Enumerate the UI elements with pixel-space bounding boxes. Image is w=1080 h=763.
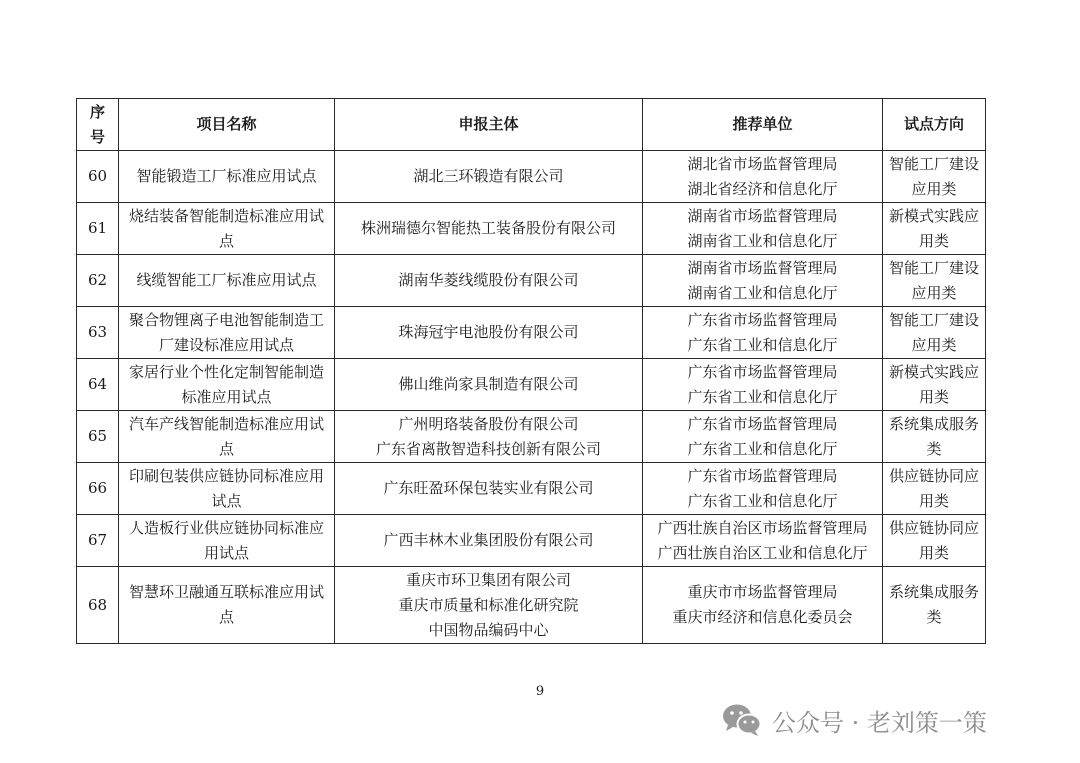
pilot-projects-table bbox=[76, 98, 986, 644]
recommender-line: 广东省工业和信息化厅 bbox=[687, 491, 838, 510]
row-applicant bbox=[335, 359, 643, 411]
row-project-name: 烧结装备智能制造标准应用试点 bbox=[119, 203, 335, 255]
row-recommender bbox=[643, 411, 883, 463]
recommender-line: 湖南省市场监督管理局 bbox=[687, 258, 838, 277]
header-project-name: 项目名称 bbox=[119, 99, 335, 151]
row-applicant bbox=[335, 515, 643, 567]
row-direction: 系统集成服务类 bbox=[883, 411, 986, 463]
row-project-name: 智慧环卫融通互联标准应用试点 bbox=[119, 567, 335, 644]
row-recommender bbox=[643, 359, 883, 411]
row-seq: 68 bbox=[77, 567, 119, 644]
row-direction: 智能工厂建设应用类 bbox=[883, 307, 986, 359]
applicant-line: 湖北三环锻造有限公司 bbox=[413, 167, 564, 185]
wechat-icon bbox=[722, 703, 762, 737]
row-direction: 供应链协同应用类 bbox=[883, 463, 986, 515]
recommender-line: 广西壮族自治区市场监督管理局 bbox=[657, 518, 868, 537]
row-project-name: 线缆智能工厂标准应用试点 bbox=[119, 255, 335, 307]
recommender-line: 广东省市场监督管理局 bbox=[687, 362, 838, 381]
row-seq: 60 bbox=[77, 151, 119, 203]
applicant-line: 珠海冠宇电池股份有限公司 bbox=[398, 323, 579, 341]
row-direction: 智能工厂建设应用类 bbox=[883, 151, 986, 203]
page-number: 9 bbox=[535, 684, 545, 699]
applicant-line: 湖南华菱线缆股份有限公司 bbox=[398, 271, 579, 289]
applicant-line: 广西丰林木业集团股份有限公司 bbox=[383, 531, 594, 549]
row-direction: 系统集成服务类 bbox=[883, 567, 986, 644]
table-row bbox=[77, 515, 986, 567]
row-seq: 67 bbox=[77, 515, 119, 567]
row-applicant bbox=[335, 411, 643, 463]
recommender-line: 湖北省市场监督管理局 bbox=[687, 154, 838, 173]
table-row bbox=[77, 463, 986, 515]
row-direction: 新模式实践应用类 bbox=[883, 359, 986, 411]
recommender-line: 广东省工业和信息化厅 bbox=[687, 439, 838, 458]
table-header-row bbox=[77, 99, 986, 151]
row-applicant bbox=[335, 307, 643, 359]
row-seq: 65 bbox=[77, 411, 119, 463]
applicant-line: 重庆市环卫集团有限公司 bbox=[405, 570, 571, 589]
row-seq: 66 bbox=[77, 463, 119, 515]
recommender-line: 广东省工业和信息化厅 bbox=[687, 335, 838, 354]
applicant-line: 广东旺盈环保包装实业有限公司 bbox=[383, 479, 594, 497]
table-body bbox=[77, 151, 986, 644]
table-row bbox=[77, 203, 986, 255]
header-seq-label: 序号 bbox=[89, 102, 105, 146]
row-direction: 智能工厂建设应用类 bbox=[883, 255, 986, 307]
recommender-line: 湖南省市场监督管理局 bbox=[687, 206, 838, 225]
row-recommender bbox=[643, 203, 883, 255]
recommender-line: 重庆市市场监督管理局 bbox=[687, 583, 838, 601]
header-recommender: 推荐单位 bbox=[643, 99, 883, 151]
table-row bbox=[77, 411, 986, 463]
applicant-line: 佛山维尚家具制造有限公司 bbox=[398, 375, 579, 393]
row-recommender bbox=[643, 463, 883, 515]
recommender-line: 重庆市经济和信息化委员会 bbox=[672, 608, 853, 626]
row-applicant bbox=[335, 203, 643, 255]
row-applicant bbox=[335, 151, 643, 203]
recommender-line: 广东省工业和信息化厅 bbox=[687, 387, 838, 406]
applicant-line: 重庆市质量和标准化研究院 bbox=[398, 595, 579, 614]
row-seq: 62 bbox=[77, 255, 119, 307]
row-seq: 63 bbox=[77, 307, 119, 359]
recommender-line: 广西壮族自治区工业和信息化厅 bbox=[657, 543, 868, 562]
watermark-text: 公众号 · 老刘策一策 bbox=[772, 708, 987, 737]
header-direction: 试点方向 bbox=[883, 99, 986, 151]
row-recommender bbox=[643, 307, 883, 359]
applicant-line: 广东省离散智造科技创新有限公司 bbox=[375, 439, 601, 458]
table-row bbox=[77, 567, 986, 644]
recommender-line: 广东省市场监督管理局 bbox=[687, 310, 838, 329]
header-applicant: 申报主体 bbox=[335, 99, 643, 151]
row-seq: 61 bbox=[77, 203, 119, 255]
applicant-line: 中国物品编码中心 bbox=[428, 620, 549, 639]
row-project-name: 家居行业个性化定制智能制造标准应用试点 bbox=[119, 359, 335, 411]
table-row bbox=[77, 359, 986, 411]
row-project-name: 智能锻造工厂标准应用试点 bbox=[119, 151, 335, 203]
applicant-line: 广州明珞装备股份有限公司 bbox=[398, 414, 579, 433]
table-row bbox=[77, 151, 986, 203]
row-applicant bbox=[335, 255, 643, 307]
row-recommender bbox=[643, 567, 883, 644]
header-seq bbox=[77, 99, 119, 151]
row-direction: 新模式实践应用类 bbox=[883, 203, 986, 255]
row-applicant bbox=[335, 567, 643, 644]
row-project-name: 人造板行业供应链协同标准应用试点 bbox=[119, 515, 335, 567]
row-recommender bbox=[643, 255, 883, 307]
row-direction: 供应链协同应用类 bbox=[883, 515, 986, 567]
table-row bbox=[77, 307, 986, 359]
recommender-line: 湖南省工业和信息化厅 bbox=[687, 283, 838, 302]
row-seq: 64 bbox=[77, 359, 119, 411]
recommender-line: 广东省市场监督管理局 bbox=[687, 414, 838, 433]
row-recommender bbox=[643, 515, 883, 567]
watermark bbox=[722, 696, 1062, 744]
recommender-line: 湖北省经济和信息化厅 bbox=[687, 179, 838, 198]
recommender-line: 广东省市场监督管理局 bbox=[687, 466, 838, 485]
recommender-line: 湖南省工业和信息化厅 bbox=[687, 231, 838, 250]
row-project-name: 印刷包装供应链协同标准应用试点 bbox=[119, 463, 335, 515]
row-project-name: 聚合物锂离子电池智能制造工厂建设标准应用试点 bbox=[119, 307, 335, 359]
row-recommender bbox=[643, 151, 883, 203]
row-applicant bbox=[335, 463, 643, 515]
row-project-name: 汽车产线智能制造标准应用试点 bbox=[119, 411, 335, 463]
table-row bbox=[77, 255, 986, 307]
applicant-line: 株洲瑞德尔智能热工装备股份有限公司 bbox=[360, 219, 616, 237]
